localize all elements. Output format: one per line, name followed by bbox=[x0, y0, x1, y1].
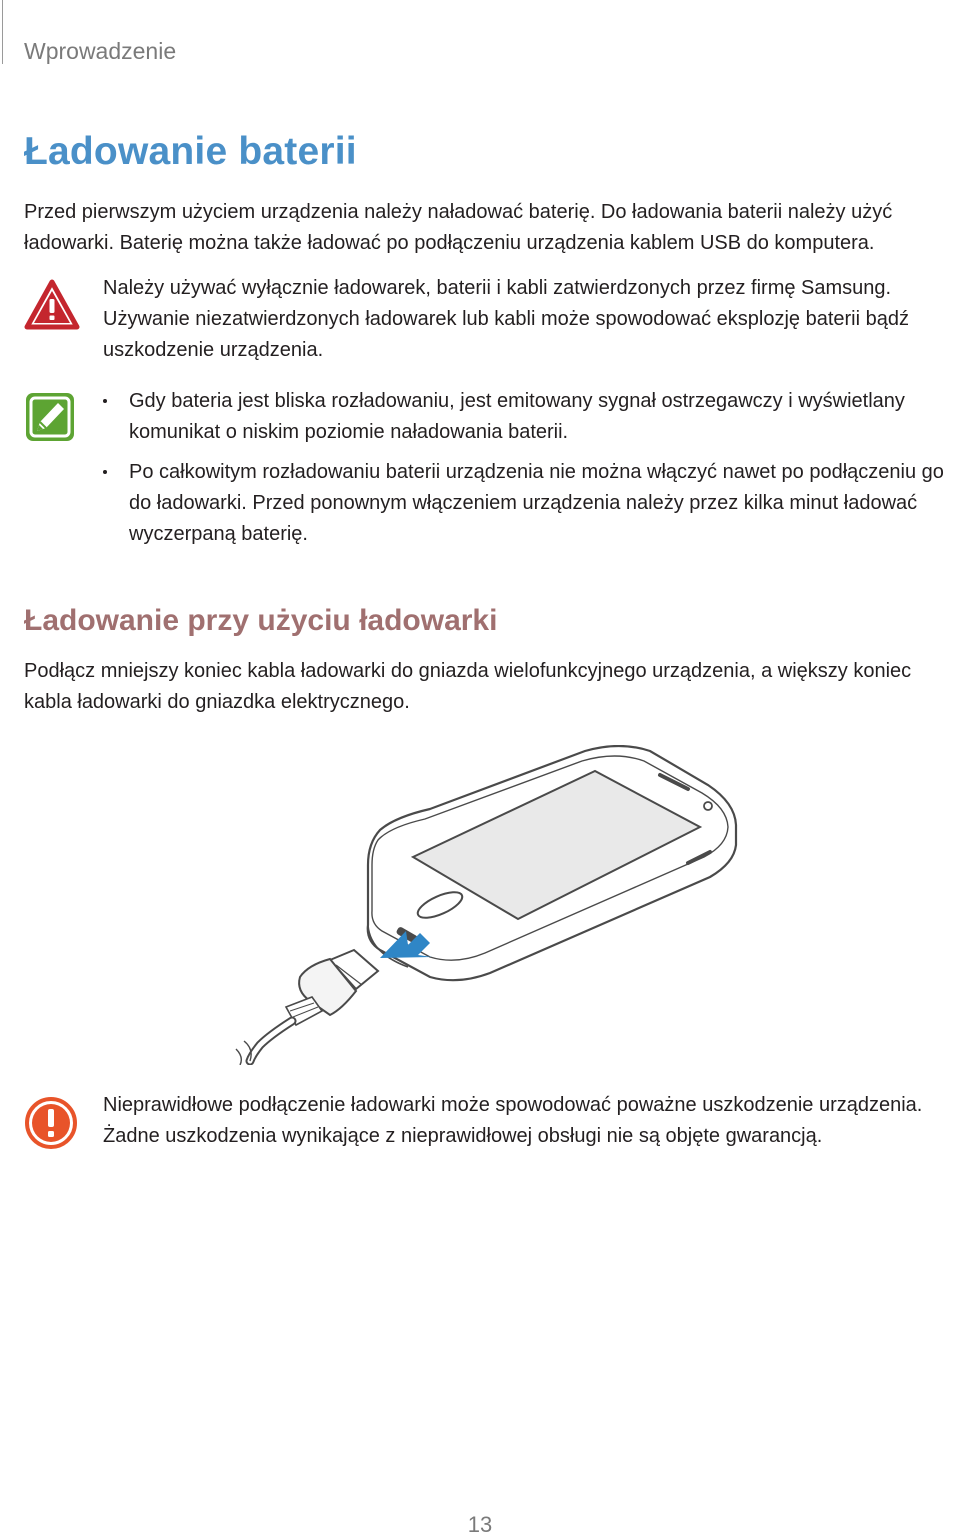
info-note-list bbox=[103, 386, 960, 559]
charger-plug-icon bbox=[236, 950, 378, 1065]
subsection-paragraph: Podłącz mniejszy koniec kabla ładowarki do gniazda wielofunkcyjnego urządzenia, a większy koniec kabla ładowarki do gniazdka elektrycznego. bbox=[24, 660, 912, 713]
list-item bbox=[103, 457, 960, 550]
caution-note-text: Nieprawidłowe podłączenie ładowarki może spowodować poważne uszkodzenie urządzenia. Żadne uszkodzenia wynikające z nieprawidłowej obsługi nie są objęte gwarancją. bbox=[103, 1094, 923, 1147]
list-item-text: Po całkowitym rozładowaniu baterii urządzenia nie można włączyć nawet po podłączeniu go do ładowarki. Przed ponownym włączeniem urządzenia należy przez kilka minut ładować wyczerpaną baterię. bbox=[129, 461, 944, 545]
section-label: Wprowadzenie bbox=[24, 38, 177, 64]
page-title: Ładowanie baterii bbox=[24, 130, 357, 173]
intro-paragraph: Przed pierwszym użyciem urządzenia należy naładować baterię. Do ładowania baterii należy użyć ładowarki. Baterię można także ładować po podłączeniu urządzenia kablem USB do komputera. bbox=[24, 201, 893, 254]
list-item bbox=[103, 386, 960, 448]
bullet-dot bbox=[103, 399, 107, 403]
exclamation-circle-icon bbox=[24, 1096, 78, 1150]
warning-note-text: Należy używać wyłącznie ładowarek, baterii i kabli zatwierdzonych przez firmę Samsung. Używanie niezatwierdzonych ładowarek lub kabli może spowodować eksplozję baterii bądź uszkodzenie urządzenia. bbox=[103, 277, 909, 361]
list-item-text: Gdy bateria jest bliska rozładowaniu, jest emitowany sygnał ostrzegawczy i wyświetlany komunikat o niskim poziomie naładowania baterii. bbox=[129, 390, 905, 443]
warning-triangle-icon bbox=[24, 279, 80, 331]
note-pencil-icon bbox=[24, 391, 76, 443]
page-number: 13 bbox=[467, 1512, 493, 1537]
subsection-title: Ładowanie przy użyciu ładowarki bbox=[24, 604, 498, 637]
charging-illustration bbox=[230, 745, 750, 1070]
bullet-dot bbox=[103, 470, 107, 474]
section-rule bbox=[2, 0, 3, 64]
